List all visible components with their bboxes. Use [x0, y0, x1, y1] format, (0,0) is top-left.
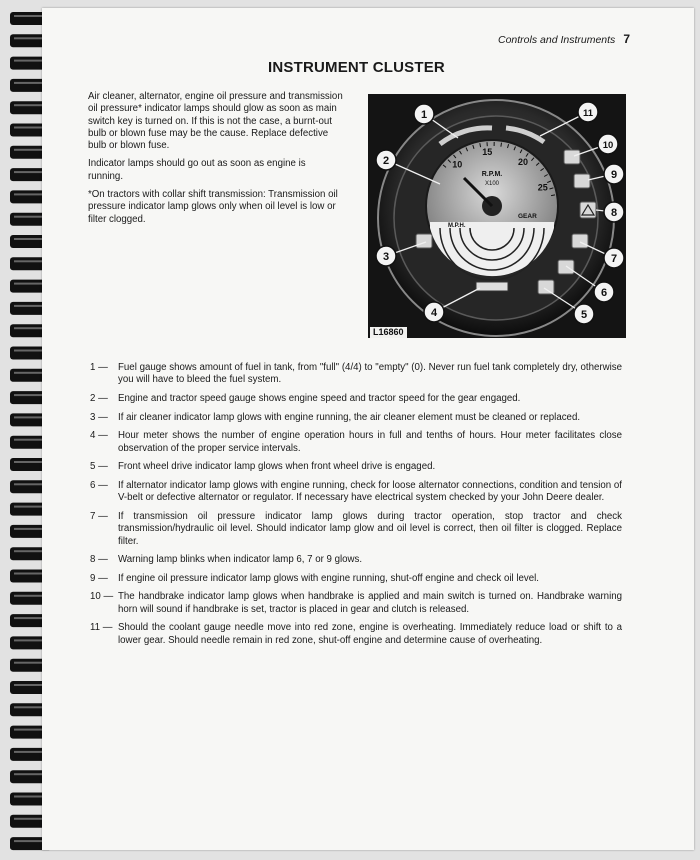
legend-item	[90, 554, 622, 566]
legend-item	[90, 412, 622, 424]
legend-list	[90, 362, 622, 653]
legend-item	[90, 622, 622, 647]
legend-number: 8 —	[90, 554, 118, 566]
callout-number: 9	[611, 169, 617, 181]
legend-text: Fuel gauge shows amount of fuel in tank, from "full" (4/4) to "empty" (0). Never run fuel tank completely dry, otherwise you will have to bleed the fuel system.	[118, 362, 622, 387]
legend-text: Hour meter shows the number of engine operation hours in full and tenths of hours. Hour meter facilitates close observation of the proper service intervals.	[118, 430, 622, 455]
legend-text: Should the coolant gauge needle move into red zone, engine is overheating. Immediately reduce load or shift to a lower gear. Should needle remain in red zone, shut-off engine and determine cause of overheating.	[118, 622, 622, 647]
legend-number: 9 —	[90, 573, 118, 585]
legend-text: Front wheel drive indicator lamp glows when front wheel drive is engaged.	[118, 461, 622, 473]
callout-number: 11	[583, 108, 594, 119]
legend-number: 3 —	[90, 412, 118, 424]
callout-number: 6	[601, 287, 607, 299]
legend-item	[90, 591, 622, 616]
intro-text	[88, 91, 343, 232]
legend-number: 4 —	[90, 430, 118, 455]
legend-text: Warning lamp blinks when indicator lamp 6, 7 or 9 glows.	[118, 554, 622, 566]
callout-number: 1	[421, 109, 427, 121]
callout-number: 10	[603, 140, 614, 151]
legend-item	[90, 393, 622, 405]
legend-text: If engine oil pressure indicator lamp glows with engine running, shut-off engine and check oil level.	[118, 573, 622, 585]
legend-text: The handbrake indicator lamp glows when handbrake is applied and main switch is turned on. Handbrake warning horn will sound if handbrake is set, tractor is placed in gear and clutch is released.	[118, 591, 622, 616]
legend-item	[90, 480, 622, 505]
figure-code: L16860	[370, 327, 407, 338]
callout-number: 3	[383, 251, 389, 263]
legend-number: 1 —	[90, 362, 118, 387]
instrument-cluster-illustration	[368, 94, 626, 338]
intro-paragraph: Indicator lamps should go out as soon as engine is running.	[88, 158, 343, 183]
legend-number: 11 —	[90, 622, 118, 647]
page-number: 7	[623, 32, 630, 46]
rpm-tick-label: 15	[482, 147, 492, 157]
instrument-cluster-photo	[368, 94, 626, 338]
legend-item	[90, 573, 622, 585]
rpm-scale-label: X100	[485, 181, 500, 187]
legend-number: 10 —	[90, 591, 118, 616]
callout-number: 7	[611, 253, 617, 265]
rpm-tick-label: 25	[538, 183, 548, 193]
running-head-section: Controls and Instruments	[498, 34, 615, 46]
mph-label: M.P.H.	[448, 223, 466, 229]
legend-text: If transmission oil pressure indicator lamp glows during tractor operation, stop tractor and check transmission/hydraulic oil level. Should indicator lamp glow and oil level is correct, then oil filter is clogged. Replace filter.	[118, 511, 622, 548]
running-head	[498, 32, 630, 46]
intro-paragraph: Air cleaner, alternator, engine oil pressure and transmission oil pressure* indicator lamps should glow as soon as main switch key is turned on. If this is not the case, a burnt-out bulb or blown fuse may be the cause. Replace defective bulb or blown fuse.	[88, 91, 343, 152]
gear-label: GEAR	[518, 213, 537, 220]
callout-number: 4	[431, 307, 438, 319]
transmission-lamp-icon	[572, 234, 588, 248]
legend-item	[90, 511, 622, 548]
legend-text: If alternator indicator lamp glows with engine running, check for loose alternator connections, condition and tension of V-belt or defective alternator or regulator. If necessary have electrical system checked by your John Deere dealer.	[118, 480, 622, 505]
legend-text: Engine and tractor speed gauge shows engine speed and tractor speed for the gear engaged.	[118, 393, 622, 405]
callout-number: 8	[611, 207, 617, 219]
legend-item	[90, 362, 622, 387]
intro-footnote: *On tractors with collar shift transmission: Transmission oil pressure indicator lamp glows only when oil level is low or filter clogged.	[88, 189, 343, 226]
legend-number: 2 —	[90, 393, 118, 405]
handbrake-lamp-icon	[564, 150, 580, 164]
oil-pressure-lamp-icon	[574, 174, 590, 188]
fwd-lamp-icon	[538, 280, 554, 294]
rpm-tick-label: 20	[518, 157, 528, 167]
legend-text: If air cleaner indicator lamp glows with engine running, the air cleaner element must be cleaned or replaced.	[118, 412, 622, 424]
legend-number: 7 —	[90, 511, 118, 548]
legend-number: 6 —	[90, 480, 118, 505]
callout-number: 2	[383, 155, 389, 167]
air-cleaner-lamp-icon	[416, 234, 432, 248]
alternator-lamp-icon	[558, 260, 574, 274]
legend-item	[90, 430, 622, 455]
rpm-tick-label: 10	[452, 160, 462, 170]
rpm-label: R.P.M.	[482, 171, 503, 178]
callout-number: 5	[581, 309, 587, 321]
section-title: INSTRUMENT CLUSTER	[268, 59, 445, 76]
legend-item	[90, 461, 622, 473]
legend-number: 5 —	[90, 461, 118, 473]
